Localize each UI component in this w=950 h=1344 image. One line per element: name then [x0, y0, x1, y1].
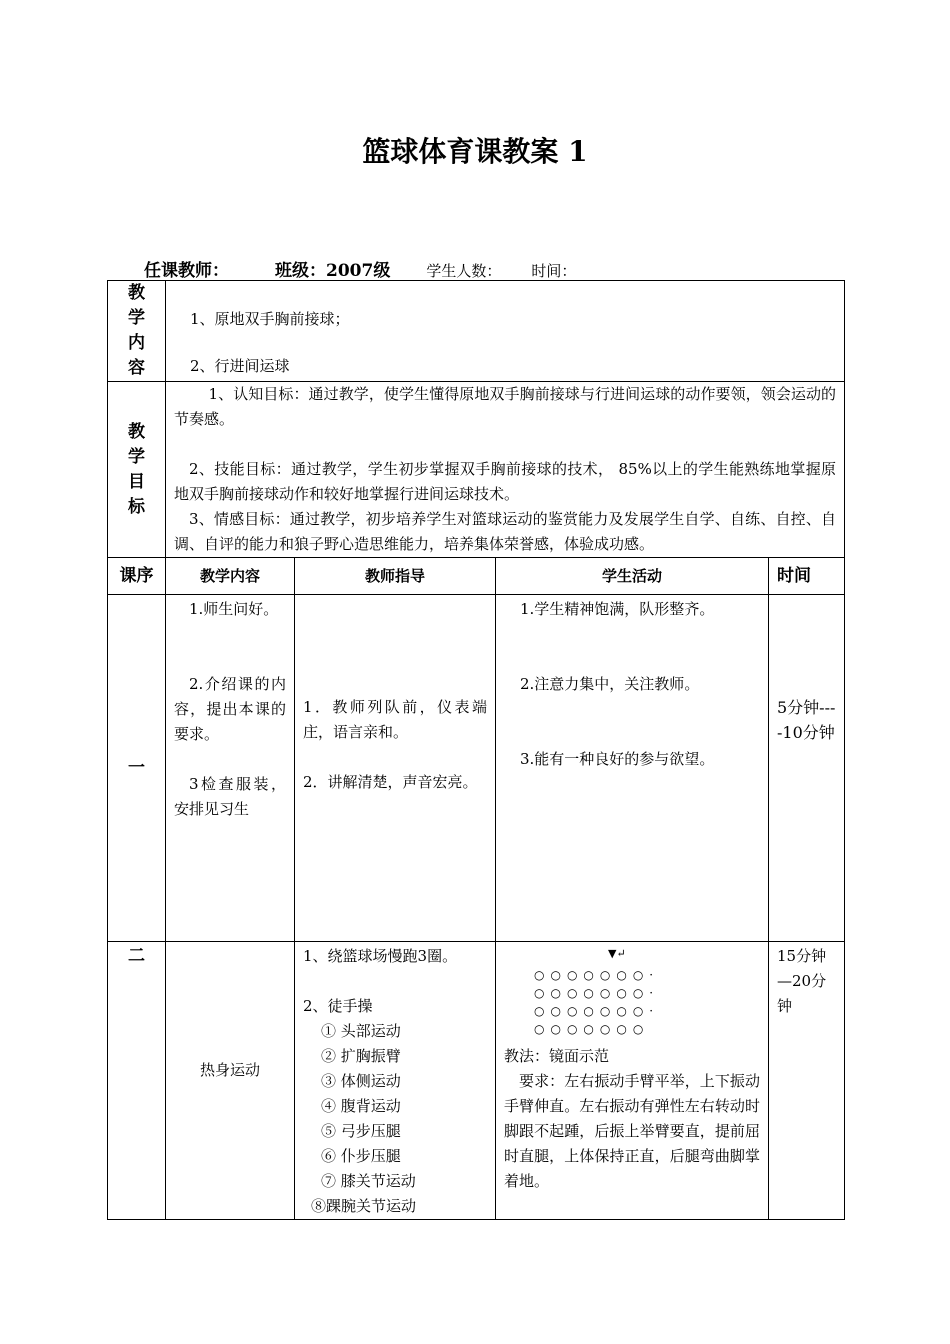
teaching-goals-label: 教 学 目 标 — [108, 382, 166, 558]
row-content: 1.师生问好。 2.介绍课的内容，提出本课的要求。 3检查服装，安排见习生 — [166, 595, 295, 942]
class-value: 2007 — [326, 261, 374, 281]
row-time: 15分钟—20分钟 — [769, 942, 845, 1220]
header-student: 学生活动 — [496, 558, 769, 595]
content-item-2: 2、行进间运球 — [190, 357, 290, 375]
content-item-1: 1、原地双手胸前接球； — [190, 310, 350, 328]
table-row — [108, 595, 845, 942]
class-label: 班级： — [275, 261, 326, 281]
table-header-row — [108, 558, 845, 595]
teaching-requirement: 要求：左右振动手臂平举，上下振动手臂伸直。左右振动有弹性左右转动时脚跟不起踵，后振上举臂要直，提前屈时直腿，上体保持正直，后腿弯曲脚掌着地。 — [504, 1072, 760, 1190]
students-label: 学生人数： — [426, 262, 502, 280]
header-order: 课序 — [108, 558, 166, 595]
goal-skill: 2、技能目标：通过教学，学生初步掌握双手胸前接球的技术， 85%以上的学生能熟练地掌握原地双手胸前接球动作和较好地掌握行进间运球技术。 — [174, 460, 837, 503]
teaching-goals-body — [166, 382, 845, 558]
header-teacher: 教师指导 — [295, 558, 496, 595]
row-content: 热身运动 — [166, 942, 295, 1220]
lesson-plan-table — [107, 280, 845, 1220]
header-time: 时间 — [769, 558, 845, 595]
row-student — [496, 942, 769, 1220]
teacher-position-icon: ▼↵ — [608, 947, 626, 960]
goal-affective: 3、情感目标：通过教学，初步培养学生对篮球运动的鉴赏能力及发展学生自学、自练、自控、自调、自评的能力和狼子野心造思维能力，培养集体荣誉感，体验成功感。 — [174, 510, 837, 553]
formation-diagram — [504, 942, 760, 1044]
teaching-content-label: 教 学 内 容 — [108, 281, 166, 382]
class-suffix: 级 — [373, 261, 391, 281]
header-content: 教学内容 — [166, 558, 295, 595]
lesson-info-line — [144, 256, 576, 281]
teaching-goals-row — [108, 382, 845, 558]
formation-row: ○○○○○○○· — [534, 1004, 660, 1018]
row-teacher: 1．教师列队前，仪表端庄，语言亲和。 2．讲解清楚，声音宏亮。 — [295, 595, 496, 942]
teaching-content-body — [166, 281, 845, 382]
formation-row: ○○○○○○○· — [534, 986, 660, 1000]
teaching-content-row — [108, 281, 845, 382]
teacher-label: 任课教师： — [144, 261, 229, 281]
teaching-method: 教法：镜面示范 — [504, 1047, 610, 1065]
row-time: 5分钟----10分钟 — [769, 595, 845, 942]
time-label: 时间： — [531, 262, 577, 280]
formation-row: ○○○○○○○ — [534, 1022, 650, 1036]
row-student: 1.学生精神饱满，队形整齐。 2.注意力集中，关注教师。 3.能有一种良好的参与欲望。 — [496, 595, 769, 942]
page-title: 篮球体育课教案 1 — [362, 135, 588, 168]
row-teacher: 1、绕篮球场慢跑3圈。 2、徒手操 ① 头部运动 ② 扩胸振臂 ③ 体侧运动 ④ 腹背运动 ⑤ 弓步压腿 ⑥ 仆步压腿 ⑦ 膝关节运动 ⑧踝腕关节运动 — [295, 942, 496, 1220]
row-order: 一 — [108, 595, 166, 942]
row-order: 二 — [108, 942, 166, 1220]
table-row — [108, 942, 845, 1220]
formation-row: ○○○○○○○· — [534, 968, 660, 982]
goal-cognitive: 1、认知目标：通过教学，使学生懂得原地双手胸前接球与行进间运球的动作要领，领会运动的节奏感。 — [174, 385, 837, 428]
